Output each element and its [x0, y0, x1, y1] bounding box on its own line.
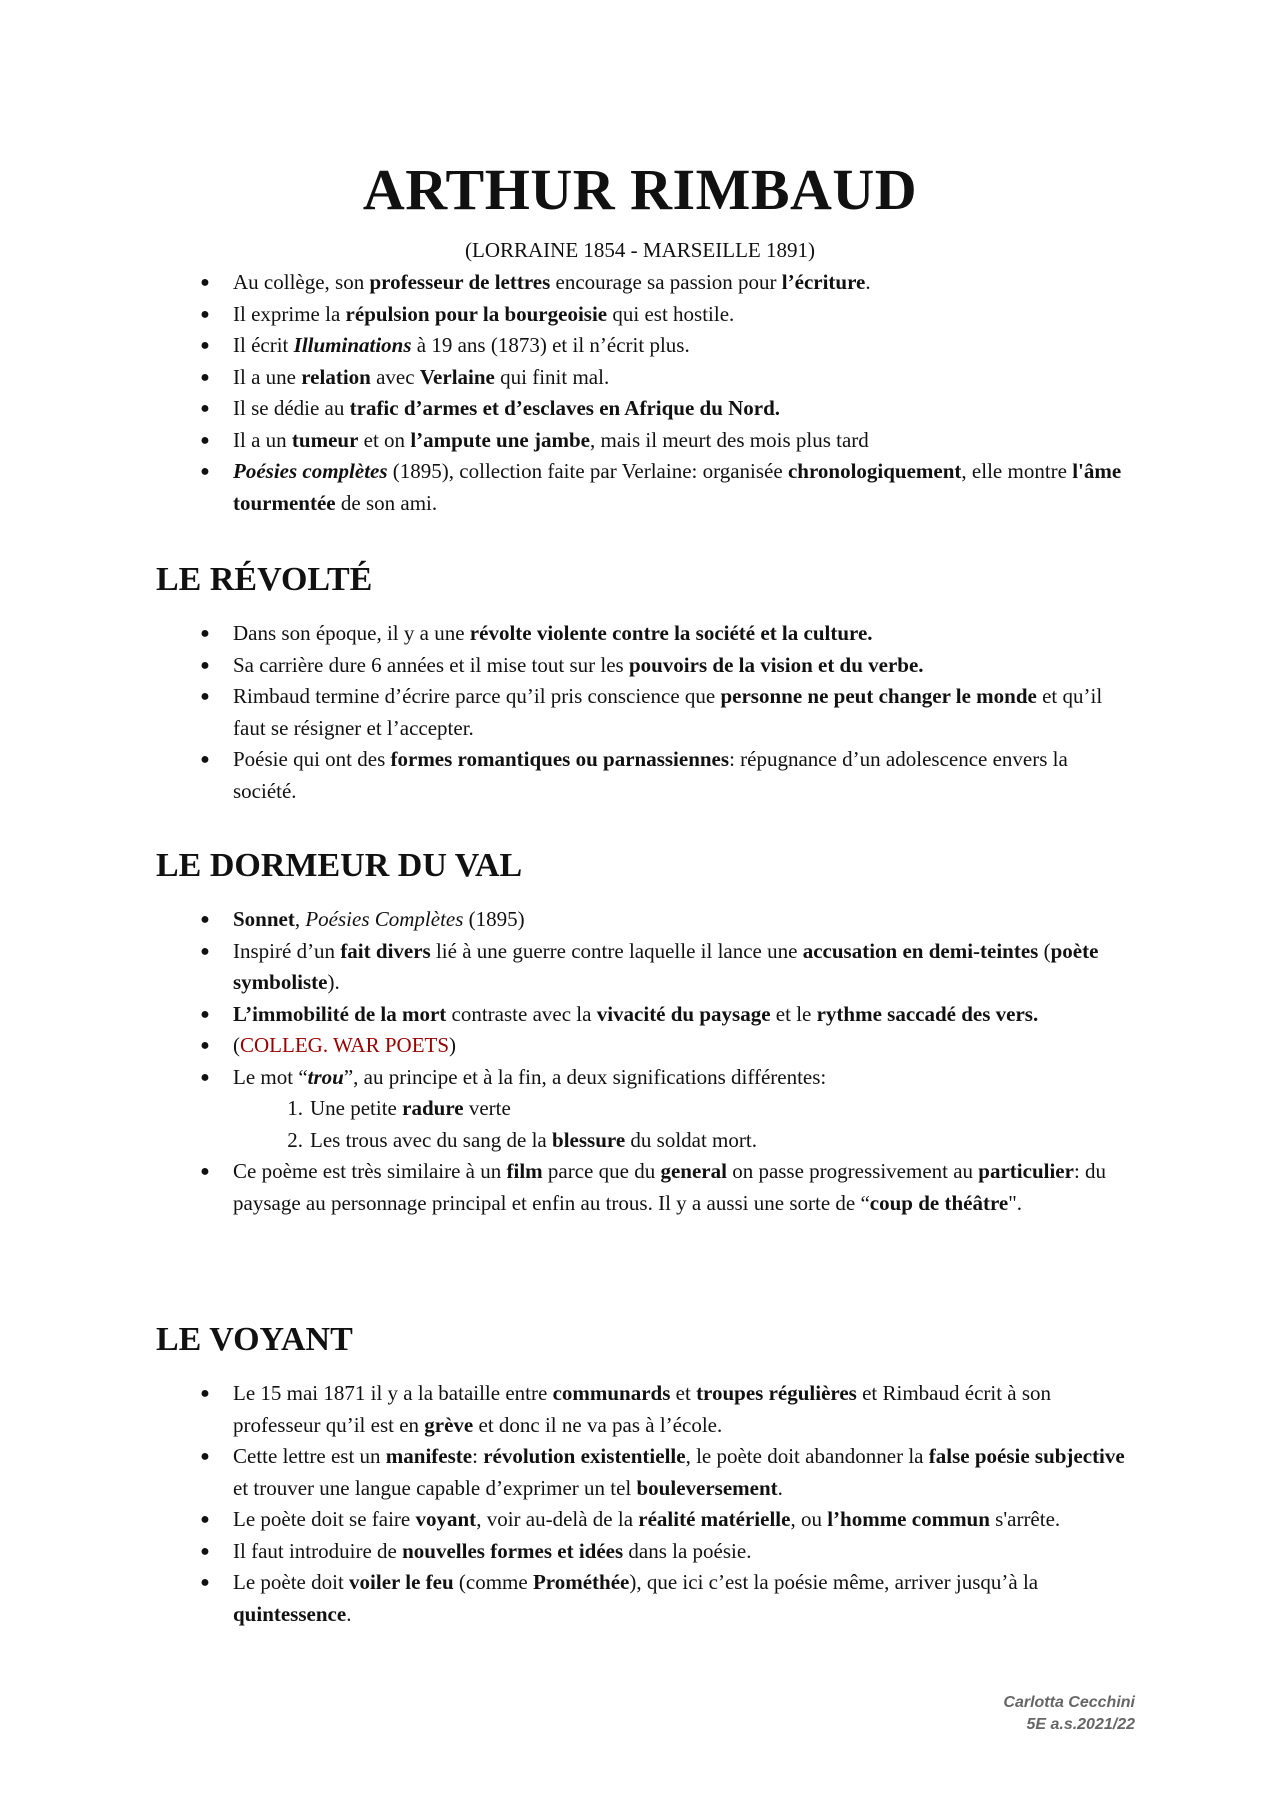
bullet-icon: ●	[200, 1005, 210, 1023]
numbered-item: 2. Les trous avec du sang de la blessure du soldat mort.	[287, 1127, 757, 1152]
list-item: ● Au collège, son professeur de lettres encourage sa passion pour l’écriture.	[156, 267, 1131, 299]
bullet-icon: ●	[200, 1511, 210, 1528]
list-item: ● Ce poème est très similaire à un film parce que du general on passe progressivement au particulier: du paysage au personnage principal et enfin au trous. Il y a aussi une sorte de “coup de théâtre".	[156, 1156, 1131, 1219]
list-item: ● Poésies complètes (1895), collection faite par Verlaine: organisée chronologiquement, elle montre l'âme tourmentée de son ami.	[156, 456, 1131, 519]
war-poets-note: COLLEG. WAR POETS	[240, 1033, 450, 1057]
voyant-list	[156, 1378, 1131, 1630]
list-item: ● Inspiré d’un fait divers lié à une guerre contre laquelle il lance une accusation en demi-teintes (poète symboliste).	[156, 936, 1131, 999]
bullet-icon: ●	[200, 1574, 210, 1591]
bullet-icon: ●	[200, 625, 210, 642]
bullet-icon: ●	[200, 1542, 210, 1560]
bullet-icon: ●	[200, 274, 210, 291]
numbered-item: 1. Une petite radure verte	[287, 1096, 511, 1120]
author-class: 5E a.s.2021/22	[1026, 1716, 1135, 1733]
list-item: ● L’immobilité de la mort contraste avec la vivacité du paysage et le rythme saccadé des vers.	[156, 999, 1131, 1031]
bullet-icon: ●	[200, 463, 210, 480]
trou-meanings-list	[233, 1093, 1131, 1156]
author-signature	[1003, 1692, 1135, 1736]
list-item: ● Il se dédie au trafic d’armes et d’esclaves en Afrique du Nord.	[156, 393, 1131, 425]
list-item: ● Il a une relation avec Verlaine qui finit mal.	[156, 362, 1131, 394]
section-heading-dormeur: LE DORMEUR DU VAL	[156, 847, 523, 884]
intro-list	[156, 267, 1131, 519]
document-title: ARTHUR RIMBAUD	[362, 157, 918, 222]
bullet-icon: ●	[200, 751, 210, 768]
bullet-icon: ●	[200, 1448, 210, 1465]
bullet-icon: ●	[200, 656, 210, 674]
section-heading-revolte: LE RÉVOLTÉ	[156, 561, 373, 598]
list-item: ● Rimbaud termine d’écrire parce qu’il pris conscience que personne ne peut changer le monde et qu’il faut se résigner et l’accepter.	[156, 681, 1131, 744]
revolte-list	[156, 618, 1131, 807]
bullet-icon: ●	[200, 305, 210, 323]
bullet-icon: ●	[200, 368, 210, 386]
list-item: ● (COLLEG. WAR POETS)	[156, 1030, 1131, 1062]
bullet-icon: ●	[200, 1037, 210, 1054]
list-item: ● Il exprime la répulsion pour la bourgeoisie qui est hostile.	[156, 299, 1131, 331]
dormeur-list	[156, 904, 1131, 1219]
list-item: ● Sonnet, Poésies Complètes (1895)	[156, 904, 1131, 936]
bullet-icon: ●	[200, 911, 210, 928]
bullet-icon: ●	[200, 1163, 210, 1180]
bullet-icon: ●	[200, 942, 210, 960]
bullet-icon: ●	[200, 431, 210, 449]
list-item: ● Sa carrière dure 6 années et il mise tout sur les pouvoirs de la vision et du verbe.	[156, 650, 1131, 682]
section-heading-voyant: LE VOYANT	[156, 1321, 353, 1358]
bullet-icon: ●	[200, 337, 210, 354]
list-item: ● Dans son époque, il y a une révolte violente contre la société et la culture.	[156, 618, 1131, 650]
list-item: ● Poésie qui ont des formes romantiques ou parnassiennes: répugnance d’un adolescence envers la société.	[156, 744, 1131, 807]
list-item: ● Il faut introduire de nouvelles formes et idées dans la poésie.	[156, 1536, 1131, 1568]
bullet-icon: ●	[200, 688, 210, 705]
bullet-icon: ●	[200, 1385, 210, 1402]
bullet-icon: ●	[200, 1068, 210, 1086]
list-item: ● Le poète doit voiler le feu (comme Prométhée), que ici c’est la poésie même, arriver jusqu’à la quintessence.	[156, 1567, 1131, 1630]
list-item: ● Cette lettre est un manifeste: révolution existentielle, le poète doit abandonner la false poésie subjective et trouver une langue capable d’exprimer un tel bouleversement.	[156, 1441, 1131, 1504]
document-subtitle: (LORRAINE 1854 - MARSEILLE 1891)	[465, 238, 815, 262]
list-item: ● Le mot “trou”, au principe et à la fin, a deux significations différentes: 1. Une petite radure verte 2. Les trous avec du sang de la blessure du soldat mort.	[156, 1062, 1131, 1157]
list-item: ● Il écrit Illuminations à 19 ans (1873) et il n’écrit plus.	[156, 330, 1131, 362]
bullet-icon: ●	[200, 400, 210, 417]
list-item: ● Le 15 mai 1871 il y a la bataille entre communards et troupes régulières et Rimbaud écrit à son professeur qu’il est en grève et donc il ne va pas à l’école.	[156, 1378, 1131, 1441]
list-item: ● Le poète doit se faire voyant, voir au-delà de la réalité matérielle, ou l’homme commun s'arrête.	[156, 1504, 1131, 1536]
author-name: Carlotta Cecchini	[1003, 1694, 1135, 1711]
list-item: ● Il a un tumeur et on l’ampute une jambe, mais il meurt des mois plus tard	[156, 425, 1131, 457]
